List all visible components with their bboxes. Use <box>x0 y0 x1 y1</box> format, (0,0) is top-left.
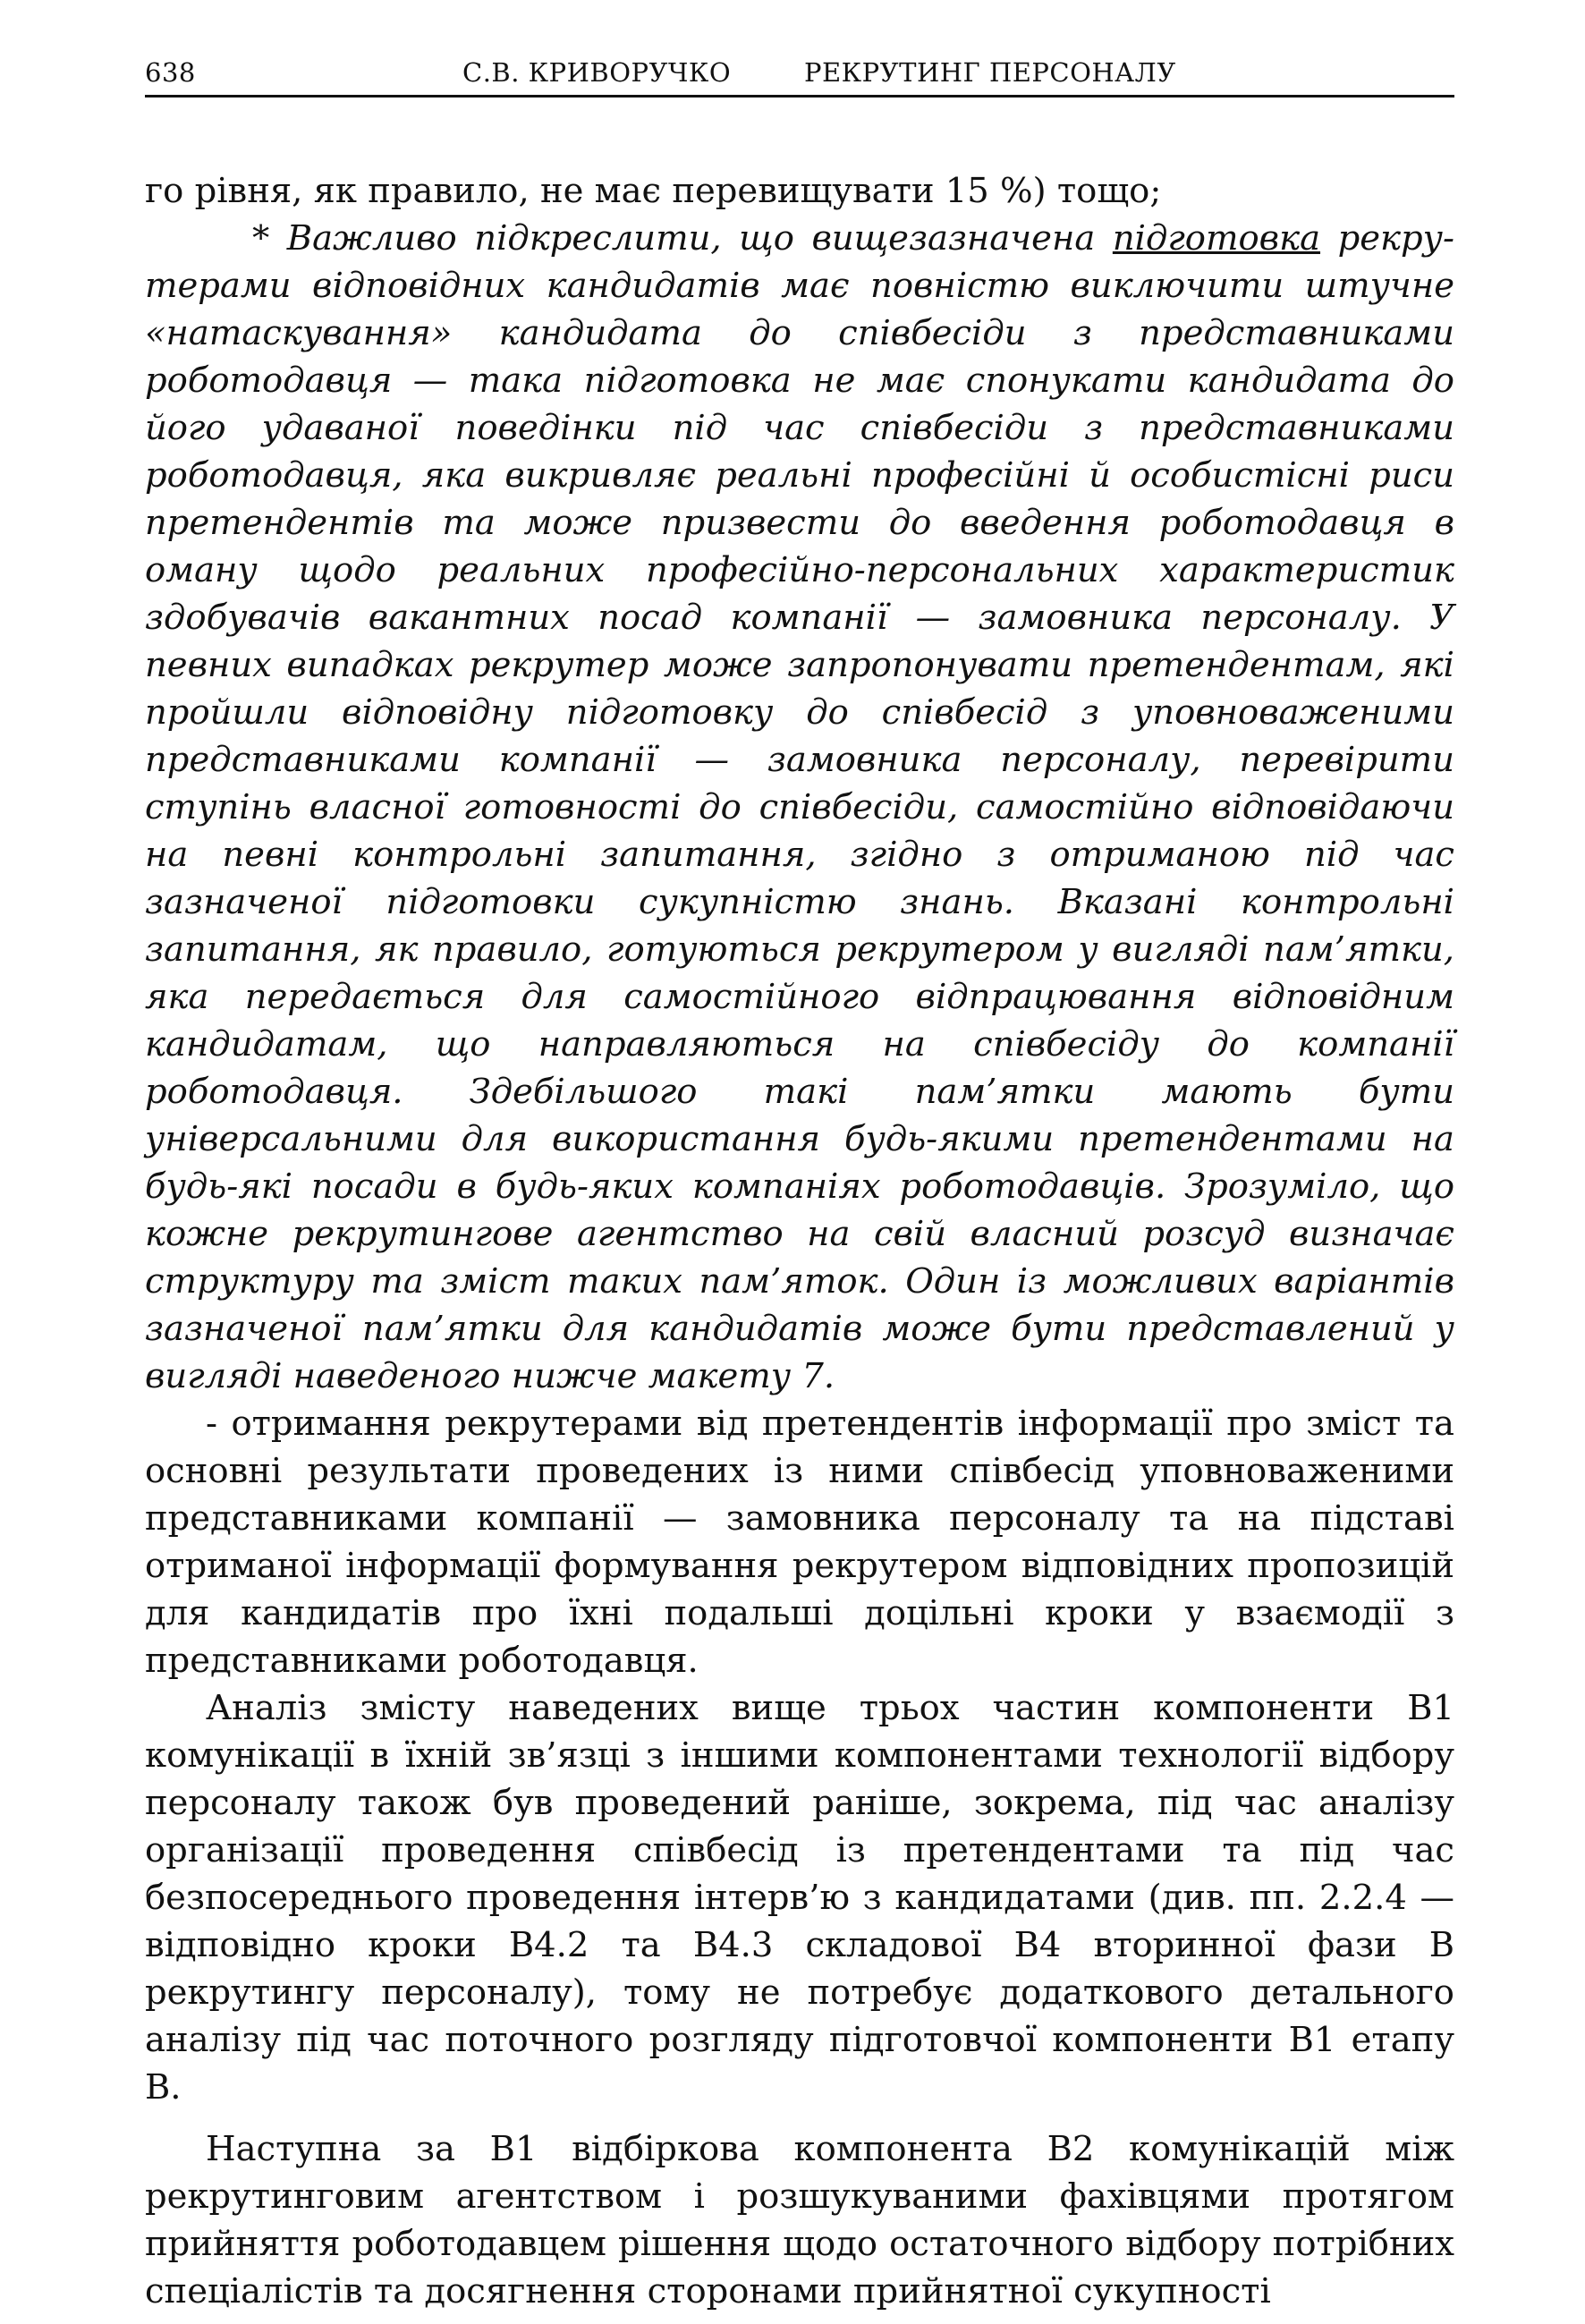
running-header-title: РЕКРУТИНГ ПЕРСОНАЛУ <box>804 57 1176 88</box>
underlined-word: підготовка <box>1112 218 1321 259</box>
page-number: 638 <box>145 57 196 88</box>
analysis-paragraph: Аналіз змісту наведених вище трьох частин компоненти В1 комунікації в їхній зв’язці з іншими компонентами технології відбору персоналу також був проведений раніше, зокрема, під час аналізу організації проведення співбесід із претендентами та під час безпосереднього проведення інтерв’ю з кандидатами (див. пп. 2.2.4 — відповідно кроки В4.2 та В4.3 складової В4 вторинної фази В рекрутингу персоналу), тому не потребує додаткового детального аналізу під час поточного розгляду підготовчої компоненти В1 етапу В. <box>145 1688 1454 2108</box>
italic-note <box>145 215 1454 1400</box>
italic-note-lead-tail: рекру- <box>1320 218 1454 259</box>
continuation-paragraph: го рівня, як правило, не має перевищувати 15 %) тощо; <box>145 171 1162 211</box>
bullet-paragraph: - отримання рекрутерами від претендентів інформації про зміст та основні результати проведених із ними співбесід уповноваженими представниками компанії — замовника персоналу та на підставі отриманої інформації формування рекрутером відповідних пропозицій для кандидатів про їхні подальші доцільні кроки у взаємодії з представниками роботодавця. <box>145 1404 1454 1681</box>
italic-note-lead: * Важливо підкреслити, що вищезазначена <box>252 218 1113 259</box>
running-header <box>145 52 1454 98</box>
next-component-paragraph: Наступна за В1 відбіркова компонента В2 комунікацій між рекрутинговим агентством і розшукуваними фахівцями протягом прийняття роботодавцем рішення щодо остаточного відбору потрібних спеціалістів та досягнення сторонами прийнятної сукупності <box>145 2129 1454 2311</box>
running-header-author: С.В. КРИВОРУЧКО <box>462 57 732 88</box>
page-body <box>145 167 1454 2315</box>
italic-note-first-line <box>145 215 1454 262</box>
paragraph-gap <box>145 2111 1454 2125</box>
italic-note-body: терами відповідних кандидатів має повністю виключити штучне «натаскування» кандидата до співбесіди з представниками роботодавця — така підготовка не має спонукати кандидата до його удаваної поведінки під час співбесіди з представниками роботодавця, яка викривляє реальні професійні й особистісні риси претендентів та може призвести до введення роботодавця в оману щодо реальних професійно-персональних характеристик здобувачів вакантних посад компанії — замовника персоналу. У певних випадках рекрутер може запропонувати претендентам, які пройшли відповідну підготовку до співбесід з уповноваженими представниками компанії — замовника персоналу, перевірити ступінь власної готовності до співбесіди, самостійно відповідаючи на певні контрольні запитання, згідно з отриманою під час зазначеної підготовки сукупністю знань. Вказані контрольні запитання, як правило, готуються рекрутером у вигляді пам’ятки, яка передається для самостійного відпрацювання відповідним кандидатам, що направляються на співбесіду до компанії роботодавця. Здебільшого такі пам’ятки мають бути універсальними для використання будь-якими претендентами на будь-які посади в будь-яких компаніях роботодавців. Зрозуміло, що кожне рекрутингове агентство на свій власний розсуд визначає структуру та зміст таких пам’яток. Один із можливих варіантів зазначеної пам’ятки для кандидатів може бути представлений у вигляді наведеного нижче макету 7. <box>145 266 1454 1396</box>
